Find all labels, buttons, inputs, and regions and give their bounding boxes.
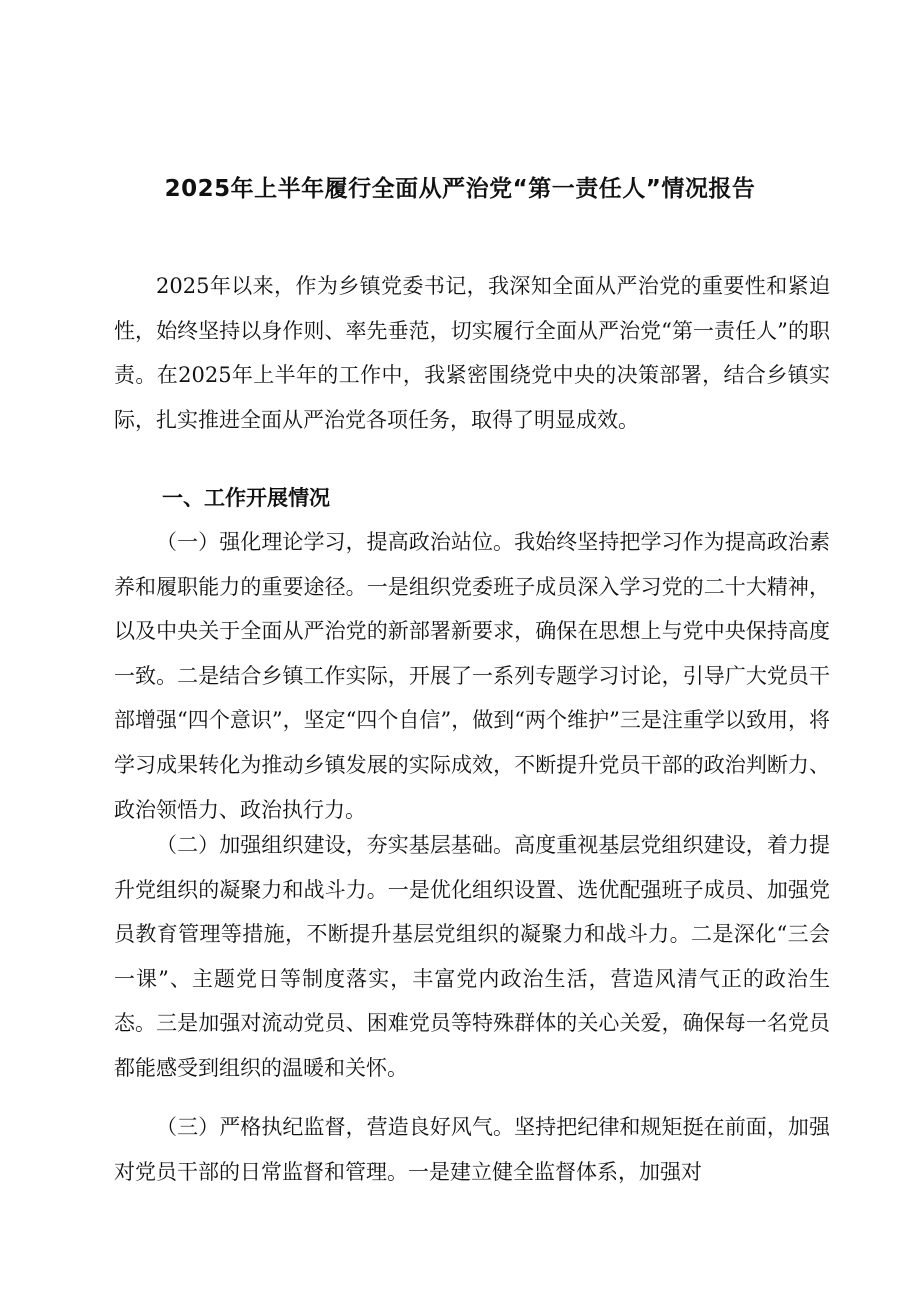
paragraph-2: （二）加强组织建设，夯实基层基础。高度重视基层党组织建设，着力提升党组织的凝聚力和战斗力。一是优化组织设置、选优配强班子成员、加强党员教育管理等措施，不断提升基层党组织的凝聚力和战斗力。二是深化“三会一课”、主题党日等制度落实，丰富党内政治生活，营造风清气正的政治生态。三是加强对流动党员、困难党员等特殊群体的关心关爱，确保每一名党员都能感受到组织的温暖和关怀。 [114,833,830,1080]
section-heading: 一、工作开展情况 [162,486,330,510]
intro-paragraph: 2025年以来，作为乡镇党委书记，我深知全面从严治党的重要性和紧迫性，始终坚持以身作则、率先垂范，切实履行全面从严治党“第一责任人”的职责。在2025年上半年的工作中，我紧密围绕党中央的决策部署，结合乡镇实际，扎实推进全面从严治党各项任务，取得了明显成效。 [114,274,830,432]
document-title: 2025年上半年履行全面从严治党“第一责任人”情况报告 [164,176,756,202]
paragraph-3: （三）严格执纪监督，营造良好风气。坚持把纪律和规矩挺在前面，加强对党员干部的日常监督和管理。一是建立健全监督体系，加强对 [114,1115,830,1184]
paragraph-1: （一）强化理论学习，提高政治站位。我始终坚持把学习作为提高政治素养和履职能力的重要途径。一是组织党委班子成员深入学习党的二十大精神，以及中央关于全面从严治党的新部署新要求，确保在思想上与党中央保持高度一致。二是结合乡镇工作实际，开展了一系列专题学习讨论，引导广大党员干部增强“四个意识”，坚定“四个自信”，做到“两个维护”三是注重学以致用，将学习成果转化为推动乡镇发展的实际成效，不断提升党员干部的政治判断力、政治领悟力、政治执行力。 [114,530,830,822]
